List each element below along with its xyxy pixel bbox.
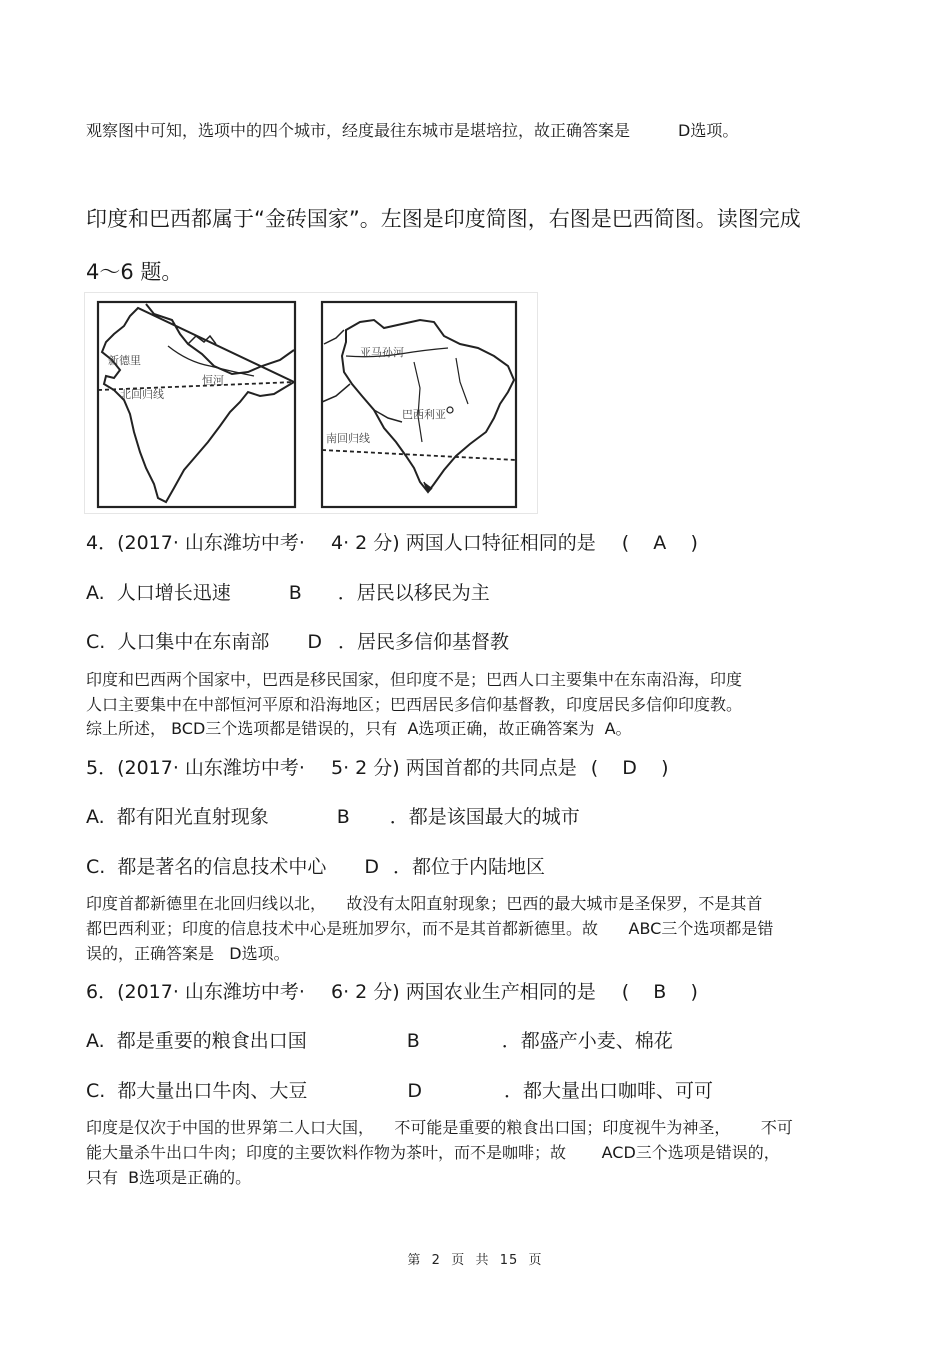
option-text: ．都大量出口咖啡、可可	[503, 1080, 713, 1102]
option-text: ．都盛产小麦、棉花	[501, 1030, 673, 1052]
question-5-explanation-1: 印度首都新德里在北回归线以北， 故没有太阳直射现象；巴西的最大城市是圣保罗，不是其首	[86, 894, 763, 913]
question-5-explanation-3: 误的，正确答案是 D选项。	[86, 944, 290, 963]
question-4-explanation-1: 印度和巴西两个国家中，巴西是移民国家，但印度不是；巴西人口主要集中在东南沿海，印度	[86, 670, 743, 689]
question-text: 6· 2 分) 两国农业生产相同的是	[330, 981, 596, 1003]
question-stem-line2: 4～6 题。	[86, 260, 183, 284]
option-text: ．都是该国最大的城市	[389, 806, 580, 828]
question-4-stem	[86, 528, 698, 555]
option-text: 都大量出口牛肉、大豆	[117, 1080, 308, 1102]
india-river-label: 恒河	[202, 375, 224, 387]
question-answer: ( A )	[621, 532, 698, 554]
map-figure	[84, 292, 538, 514]
option-letter: C.	[86, 631, 106, 653]
question-6-explanation-2: 能大量杀牛出口牛肉；印度的主要饮料作物为茶叶，而不是咖啡；故 ACD三个选项是错误的，	[86, 1143, 780, 1162]
option-letter: A.	[86, 582, 105, 604]
question-6-options-row2	[86, 1076, 713, 1103]
option-text: ．都位于内陆地区	[392, 856, 545, 878]
option-text: ．居民多信仰基督教	[337, 631, 509, 653]
option-letter: A.	[86, 806, 105, 828]
intro-explanation	[86, 118, 738, 141]
india-capital-label: 新德里	[108, 355, 141, 367]
option-letter: B	[406, 1030, 420, 1052]
question-source: 4．(2017· 山东潍坊中考·	[86, 532, 305, 554]
option-letter: C.	[86, 1080, 106, 1102]
option-letter: C.	[86, 856, 106, 878]
page-number: 第 2 页 共 15 页	[407, 1253, 543, 1268]
question-5-options-row1	[86, 802, 580, 829]
explanation-text: 观察图中可知，选项中的四个城市，经度最往东城市是堪培拉，故正确答案是	[86, 121, 631, 140]
india-tropic-label: 北回归线	[120, 389, 164, 401]
option-text: ．居民以移民为主	[337, 582, 490, 604]
option-text: 都是著名的信息技术中心	[117, 856, 327, 878]
option-letter: A.	[86, 1030, 105, 1052]
question-5-stem	[86, 753, 669, 780]
question-6-explanation-1: 印度是仅次于中国的世界第二人口大国， 不可能是重要的粮食出口国；印度视牛为神圣， 不可	[86, 1118, 793, 1137]
question-4-explanation-3: 综上所述， BCD三个选项都是错误的，只有 A选项正确，故正确答案为 A。	[86, 719, 632, 738]
question-6-options-row1	[86, 1026, 673, 1053]
question-5-options-row2	[86, 852, 545, 879]
brazil-river-label: 亚马孙河	[360, 347, 404, 359]
brazil-tropic-label: 南回归线	[326, 433, 370, 445]
option-letter: D	[364, 856, 379, 878]
question-4-options-row1	[86, 578, 490, 605]
option-letter: D	[407, 1080, 422, 1102]
question-stem-line1: 印度和巴西都属于“金砖国家”。左图是印度简图，右图是巴西简图。读图完成	[86, 207, 801, 231]
question-4-options-row2	[86, 627, 509, 654]
question-5-explanation-2: 都巴西利亚；印度的信息技术中心是班加罗尔，而不是其首都新德里。故 ABC三个选项都是错	[86, 919, 774, 938]
question-text: 5· 2 分) 两国首都的共同点是	[330, 757, 577, 779]
question-6-explanation-3: 只有 B选项是正确的。	[86, 1168, 252, 1187]
question-source: 5．(2017· 山东潍坊中考·	[86, 757, 305, 779]
question-text: 4· 2 分) 两国人口特征相同的是	[330, 532, 596, 554]
option-letter: B	[288, 582, 302, 604]
option-letter: D	[307, 631, 322, 653]
option-text: 人口集中在东南部	[117, 631, 270, 653]
option-text: 人口增长迅速	[116, 582, 231, 604]
question-answer: ( D )	[590, 757, 669, 779]
option-text: 都有阳光直射现象	[116, 806, 269, 828]
option-letter: B	[336, 806, 350, 828]
question-answer: ( B )	[621, 981, 698, 1003]
answer-text: D选项。	[678, 121, 739, 140]
india-map	[98, 302, 295, 507]
question-6-stem	[86, 977, 698, 1004]
brazil-map	[322, 302, 516, 507]
question-4-explanation-2: 人口主要集中在中部恒河平原和沿海地区；巴西居民多信仰基督教，印度居民多信仰印度教。	[86, 695, 743, 714]
option-text: 都是重要的粮食出口国	[116, 1030, 307, 1052]
brazil-capital-label: 巴西利亚	[402, 409, 446, 421]
question-source: 6．(2017· 山东潍坊中考·	[86, 981, 305, 1003]
